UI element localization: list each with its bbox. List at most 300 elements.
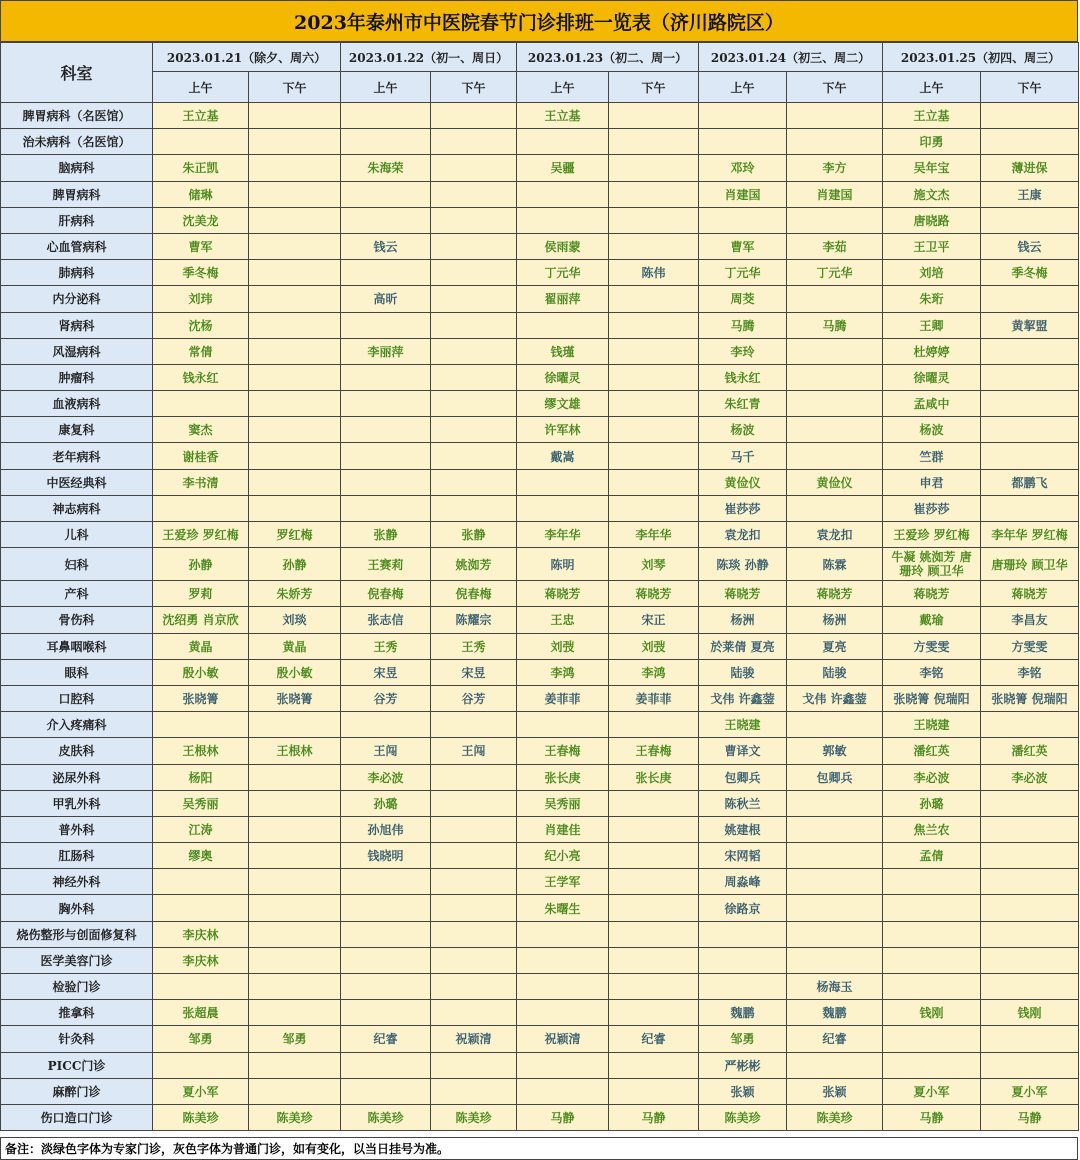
schedule-cell — [699, 712, 787, 738]
general-doctor: 黄挈盟 — [1011, 318, 1048, 333]
schedule-cell — [883, 712, 981, 738]
schedule-cell — [609, 947, 699, 973]
schedule-cell — [517, 417, 609, 443]
schedule-body — [1, 103, 1079, 1131]
expert-doctor: 马静 — [641, 1111, 666, 1126]
schedule-cell — [153, 129, 249, 155]
schedule-cell — [787, 548, 883, 581]
schedule-cell — [609, 1052, 699, 1078]
schedule-cell — [609, 790, 699, 816]
expert-doctor: 肖建佳 — [544, 822, 581, 837]
general-doctor: 魏鹏 — [822, 1006, 847, 1021]
schedule-cell — [153, 659, 249, 685]
schedule-cell — [341, 974, 431, 1000]
expert-doctor: 王根林 — [276, 744, 313, 759]
expert-doctor: 刘弢 — [641, 639, 666, 654]
schedule-cell — [341, 312, 431, 338]
schedule-cell — [699, 417, 787, 443]
schedule-cell — [431, 895, 517, 921]
pm-header: 下午 — [609, 72, 699, 103]
schedule-cell — [981, 103, 1079, 129]
schedule-cell — [249, 764, 341, 790]
schedule-cell — [609, 207, 699, 233]
schedule-cell — [153, 522, 249, 548]
general-doctor: 孙旭伟 — [367, 822, 404, 837]
dept-name: 肛肠科 — [1, 843, 153, 869]
schedule-cell — [787, 712, 883, 738]
general-doctor: 钱云 — [373, 240, 398, 255]
general-doctor: 姜菲菲 — [544, 692, 581, 707]
schedule-cell — [787, 633, 883, 659]
schedule-cell — [883, 659, 981, 685]
schedule-cell — [609, 921, 699, 947]
table-row — [1, 548, 1079, 581]
schedule-cell — [153, 181, 249, 207]
schedule-cell — [153, 417, 249, 443]
dept-name: 肺病科 — [1, 260, 153, 286]
schedule-cell — [431, 495, 517, 521]
dept-name: 泌尿外科 — [1, 764, 153, 790]
schedule-cell — [153, 685, 249, 711]
schedule-cell — [249, 738, 341, 764]
schedule-cell — [699, 495, 787, 521]
schedule-cell — [609, 522, 699, 548]
expert-doctor: 钱永红 — [182, 370, 219, 385]
expert-doctor: 季冬梅 — [182, 266, 219, 281]
schedule-cell — [883, 1104, 981, 1130]
expert-doctor: 张静 — [461, 528, 486, 543]
expert-doctor: 朱正凯 — [182, 161, 219, 176]
expert-doctor: 王爱珍 罗红梅 — [893, 528, 970, 543]
schedule-cell — [431, 338, 517, 364]
expert-doctor: 唐珊玲 顾卫华 — [991, 557, 1068, 572]
schedule-cell — [981, 495, 1079, 521]
date-header: 2023.01.24（初三、周二） — [699, 43, 883, 72]
schedule-cell — [431, 947, 517, 973]
schedule-cell — [609, 495, 699, 521]
general-doctor: 陈秋兰 — [724, 796, 761, 811]
expert-doctor: 李丽萍 — [367, 344, 404, 359]
general-doctor: 张颖 — [730, 1084, 755, 1099]
schedule-cell — [341, 364, 431, 390]
schedule-cell — [341, 207, 431, 233]
schedule-cell — [787, 443, 883, 469]
schedule-cell — [153, 548, 249, 581]
schedule-cell — [981, 286, 1079, 312]
schedule-cell — [787, 659, 883, 685]
schedule-cell — [883, 103, 981, 129]
schedule-cell — [883, 260, 981, 286]
general-doctor: 陆骏 — [822, 665, 847, 680]
schedule-cell — [517, 659, 609, 685]
expert-doctor: 朱珩 — [919, 292, 944, 307]
am-header: 上午 — [517, 72, 609, 103]
am-header: 上午 — [153, 72, 249, 103]
dept-name: 针灸科 — [1, 1026, 153, 1052]
schedule-cell — [153, 155, 249, 181]
expert-doctor: 李年华 — [544, 528, 581, 543]
schedule-cell — [249, 129, 341, 155]
schedule-cell — [341, 921, 431, 947]
expert-doctor: 吴年宝 — [913, 161, 950, 176]
schedule-cell — [517, 443, 609, 469]
general-doctor: 谷芳 — [461, 692, 486, 707]
expert-doctor: 窦杰 — [188, 423, 213, 438]
general-doctor: 王闯 — [373, 744, 398, 759]
dept-name: 儿科 — [1, 522, 153, 548]
schedule-cell — [431, 764, 517, 790]
general-doctor: 李铭 — [1017, 665, 1042, 680]
general-doctor: 宋网韬 — [724, 849, 761, 864]
schedule-cell — [249, 312, 341, 338]
expert-doctor: 丁元华 — [724, 266, 761, 281]
expert-doctor: 钱刚 — [1017, 1006, 1042, 1021]
schedule-cell — [883, 1000, 981, 1026]
schedule-cell — [699, 233, 787, 259]
schedule-cell — [153, 364, 249, 390]
schedule-cell — [341, 233, 431, 259]
schedule-cell — [883, 155, 981, 181]
general-doctor: 钱云 — [1017, 240, 1042, 255]
general-doctor: 陆骏 — [730, 665, 755, 680]
general-doctor: 夏亮 — [822, 639, 847, 654]
expert-doctor: 潘红英 — [1011, 744, 1048, 759]
expert-doctor: 夏小军 — [913, 1084, 950, 1099]
schedule-cell — [609, 764, 699, 790]
schedule-cell — [699, 974, 787, 1000]
expert-doctor: 刘弢 — [550, 639, 575, 654]
schedule-table — [0, 42, 1079, 1131]
schedule-cell — [981, 1052, 1079, 1078]
schedule-cell — [249, 1000, 341, 1026]
dept-name: 推拿科 — [1, 1000, 153, 1026]
expert-doctor: 丁元华 — [544, 266, 581, 281]
pm-header: 下午 — [249, 72, 341, 103]
footnote: 备注：淡绿色字体为专家门诊，灰色字体为普通门诊，如有变化，以当日挂号为准。 — [0, 1137, 1078, 1160]
dept-name: 肾病科 — [1, 312, 153, 338]
schedule-cell — [981, 633, 1079, 659]
schedule-cell — [609, 1104, 699, 1130]
expert-doctor: 徐曜灵 — [913, 370, 950, 385]
expert-doctor: 谢桂香 — [182, 449, 219, 464]
schedule-cell — [517, 843, 609, 869]
table-row — [1, 869, 1079, 895]
schedule-cell — [883, 364, 981, 390]
schedule-cell — [249, 181, 341, 207]
general-doctor: 宋正 — [641, 613, 666, 628]
schedule-cell — [981, 1078, 1079, 1104]
schedule-cell — [341, 443, 431, 469]
expert-doctor: 杨波 — [730, 423, 755, 438]
schedule-cell — [153, 286, 249, 312]
schedule-cell — [787, 1000, 883, 1026]
schedule-cell — [341, 685, 431, 711]
schedule-cell — [153, 921, 249, 947]
general-doctor: 纪睿 — [373, 1032, 398, 1047]
expert-doctor: 孙璐 — [373, 796, 398, 811]
dept-name: 神志病科 — [1, 495, 153, 521]
schedule-cell — [517, 685, 609, 711]
expert-doctor: 沈绍勇 肖京欣 — [162, 613, 239, 628]
expert-doctor: 纪小亮 — [544, 849, 581, 864]
schedule-cell — [249, 495, 341, 521]
schedule-cell — [883, 312, 981, 338]
general-doctor: 李昌友 — [1011, 613, 1048, 628]
table-row — [1, 443, 1079, 469]
general-doctor: 戈伟 许鑫蓥 — [802, 692, 867, 707]
schedule-cell — [341, 469, 431, 495]
expert-doctor: 邹勇 — [730, 1032, 755, 1047]
schedule-cell — [431, 548, 517, 581]
schedule-cell — [699, 869, 787, 895]
table-row — [1, 685, 1079, 711]
schedule-cell — [341, 1104, 431, 1130]
schedule-cell — [517, 1052, 609, 1078]
schedule-cell — [699, 764, 787, 790]
schedule-cell — [699, 895, 787, 921]
expert-doctor: 陈美珍 — [276, 1111, 313, 1126]
schedule-cell — [517, 338, 609, 364]
schedule-cell — [883, 1078, 981, 1104]
schedule-cell — [517, 1026, 609, 1052]
schedule-cell — [517, 974, 609, 1000]
expert-doctor: 王立基 — [913, 109, 950, 124]
schedule-cell — [787, 843, 883, 869]
schedule-cell — [699, 129, 787, 155]
schedule-cell — [883, 443, 981, 469]
schedule-cell — [431, 1104, 517, 1130]
general-doctor: 王康 — [1017, 187, 1042, 202]
general-doctor: 张志信 — [367, 613, 404, 628]
expert-doctor: 姚洳芳 — [455, 557, 492, 572]
expert-doctor: 黄晶 — [188, 639, 213, 654]
expert-doctor: 曹军 — [730, 240, 755, 255]
schedule-cell — [609, 338, 699, 364]
schedule-cell — [609, 364, 699, 390]
expert-doctor: 肖建国 — [724, 187, 761, 202]
schedule-cell — [517, 1104, 609, 1130]
schedule-cell — [883, 548, 981, 581]
schedule-cell — [699, 1026, 787, 1052]
schedule-cell — [883, 869, 981, 895]
schedule-cell — [153, 764, 249, 790]
expert-doctor: 邹勇 — [282, 1032, 307, 1047]
expert-doctor: 马腾 — [730, 318, 755, 333]
schedule-cell — [787, 790, 883, 816]
schedule-cell — [981, 1026, 1079, 1052]
expert-doctor: 朱海荣 — [367, 161, 404, 176]
schedule-cell — [431, 1000, 517, 1026]
table-row — [1, 260, 1079, 286]
expert-doctor: 李书清 — [182, 475, 219, 490]
schedule-cell — [787, 286, 883, 312]
schedule-cell — [517, 581, 609, 607]
general-doctor: 严彬彬 — [724, 1058, 761, 1073]
schedule-cell — [699, 1000, 787, 1026]
schedule-cell — [699, 816, 787, 842]
general-doctor: 马千 — [730, 449, 755, 464]
expert-doctor: 王赛莉 — [367, 557, 404, 572]
general-doctor: 张晓箐 — [276, 692, 313, 707]
schedule-cell — [883, 843, 981, 869]
dept-name: 血液病科 — [1, 391, 153, 417]
schedule-cell — [609, 974, 699, 1000]
schedule-cell — [153, 312, 249, 338]
schedule-cell — [699, 260, 787, 286]
expert-doctor: 马腾 — [822, 318, 847, 333]
schedule-cell — [249, 1026, 341, 1052]
schedule-cell — [699, 1052, 787, 1078]
schedule-cell — [153, 443, 249, 469]
schedule-cell — [883, 207, 981, 233]
schedule-cell — [431, 155, 517, 181]
schedule-cell — [431, 1078, 517, 1104]
expert-doctor: 孙静 — [188, 557, 213, 572]
schedule-cell — [787, 469, 883, 495]
schedule-cell — [699, 790, 787, 816]
schedule-cell — [153, 895, 249, 921]
schedule-cell — [981, 1000, 1079, 1026]
schedule-cell — [883, 921, 981, 947]
schedule-cell — [341, 1052, 431, 1078]
schedule-cell — [153, 233, 249, 259]
table-row — [1, 181, 1079, 207]
schedule-cell — [609, 738, 699, 764]
schedule-cell — [249, 816, 341, 842]
table-row — [1, 738, 1079, 764]
schedule-cell — [981, 947, 1079, 973]
table-row — [1, 764, 1079, 790]
table-row — [1, 129, 1079, 155]
schedule-cell — [249, 581, 341, 607]
expert-doctor: 沈杨 — [188, 318, 213, 333]
expert-doctor: 潘红英 — [913, 744, 950, 759]
schedule-cell — [609, 895, 699, 921]
schedule-cell — [609, 443, 699, 469]
general-doctor: 杨洲 — [730, 613, 755, 628]
schedule-cell — [787, 1052, 883, 1078]
table-row — [1, 974, 1079, 1000]
schedule-cell — [249, 921, 341, 947]
schedule-cell — [787, 764, 883, 790]
schedule-cell — [981, 522, 1079, 548]
schedule-cell — [981, 607, 1079, 633]
general-doctor: 魏鹏 — [730, 1006, 755, 1021]
schedule-cell — [883, 685, 981, 711]
schedule-cell — [431, 633, 517, 659]
schedule-cell — [153, 947, 249, 973]
schedule-cell — [981, 974, 1079, 1000]
schedule-cell — [517, 921, 609, 947]
schedule-cell — [787, 607, 883, 633]
dept-name: 麻醉门诊 — [1, 1078, 153, 1104]
dept-name: 眼科 — [1, 659, 153, 685]
table-row — [1, 155, 1079, 181]
schedule-cell — [431, 443, 517, 469]
table-row — [1, 921, 1079, 947]
general-doctor: 陈耀宗 — [455, 613, 492, 628]
schedule-cell — [341, 338, 431, 364]
general-doctor: 杨洲 — [822, 613, 847, 628]
schedule-cell — [153, 1104, 249, 1130]
general-doctor: 陈明 — [550, 557, 575, 572]
expert-doctor: 戴瑜 — [919, 613, 944, 628]
schedule-cell — [981, 155, 1079, 181]
expert-doctor: 李庆林 — [182, 953, 219, 968]
schedule-cell — [153, 790, 249, 816]
schedule-cell — [341, 495, 431, 521]
schedule-cell — [249, 338, 341, 364]
schedule-cell — [153, 495, 249, 521]
expert-doctor: 李必波 — [913, 770, 950, 785]
schedule-cell — [517, 816, 609, 842]
schedule-cell — [249, 947, 341, 973]
schedule-cell — [153, 103, 249, 129]
schedule-cell — [609, 233, 699, 259]
schedule-cell — [699, 469, 787, 495]
expert-doctor: 黄俭仪 — [816, 475, 853, 490]
schedule-cell — [699, 581, 787, 607]
schedule-cell — [341, 1078, 431, 1104]
schedule-cell — [249, 1104, 341, 1130]
schedule-cell — [517, 548, 609, 581]
schedule-cell — [153, 869, 249, 895]
schedule-cell — [609, 548, 699, 581]
dept-name: 风湿病科 — [1, 338, 153, 364]
schedule-cell — [981, 129, 1079, 155]
schedule-cell — [699, 181, 787, 207]
schedule-cell — [883, 790, 981, 816]
schedule-cell — [249, 469, 341, 495]
schedule-cell — [981, 764, 1079, 790]
schedule-cell — [249, 790, 341, 816]
schedule-cell — [609, 659, 699, 685]
dept-name: 骨伤科 — [1, 607, 153, 633]
schedule-cell — [517, 233, 609, 259]
table-row — [1, 391, 1079, 417]
schedule-cell — [341, 712, 431, 738]
expert-doctor: 常倩 — [188, 344, 213, 359]
expert-doctor: 吴秀丽 — [182, 796, 219, 811]
schedule-cell — [609, 103, 699, 129]
schedule-cell — [249, 443, 341, 469]
schedule-cell — [249, 260, 341, 286]
expert-doctor: 吴秀丽 — [544, 796, 581, 811]
schedule-cell — [787, 207, 883, 233]
general-doctor: 竺群 — [919, 449, 944, 464]
schedule-cell — [341, 869, 431, 895]
dept-name: 耳鼻咽喉科 — [1, 633, 153, 659]
schedule-cell — [249, 207, 341, 233]
schedule-cell — [431, 260, 517, 286]
schedule-cell — [787, 260, 883, 286]
date-header: 2023.01.22（初一、周日） — [341, 43, 517, 72]
schedule-cell — [699, 364, 787, 390]
schedule-cell — [517, 129, 609, 155]
schedule-cell — [249, 607, 341, 633]
dept-name: 肝病科 — [1, 207, 153, 233]
expert-doctor: 曹军 — [188, 240, 213, 255]
schedule-cell — [341, 522, 431, 548]
table-row — [1, 469, 1079, 495]
expert-doctor: 邓玲 — [730, 161, 755, 176]
dept-name: 皮肤科 — [1, 738, 153, 764]
general-doctor: 包卿兵 — [724, 770, 761, 785]
general-doctor: 姜菲菲 — [635, 692, 672, 707]
schedule-cell — [787, 685, 883, 711]
schedule-cell — [431, 417, 517, 443]
expert-doctor: 邹勇 — [188, 1032, 213, 1047]
